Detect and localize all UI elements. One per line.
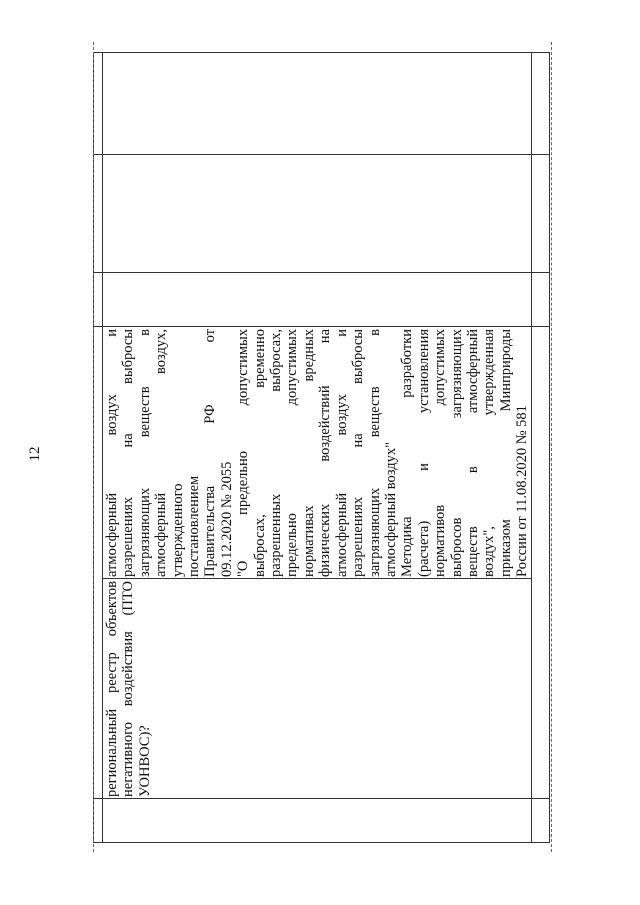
answer-line: выбросов загрязняющих [448,329,465,577]
row-divider-1 [93,154,550,155]
answer-line: атмосферный воздух, [153,329,170,577]
question-line: региональный реестр объектов [104,581,120,797]
answer-line: атмосферный воздух и [104,329,120,577]
answer-line: Правительства РФ от [202,329,219,577]
column-divider-right [531,52,532,843]
answer-line: России от 11.08.2020 № 581 [514,405,531,577]
question-line: УОНВОС)? [136,725,153,797]
answer-cell-text [104,329,531,577]
answer-line: физических воздействий на [317,329,334,577]
scan-guide-right [551,42,552,852]
answer-line: разрешениях на выбросы [350,329,367,577]
answer-line: загрязняющих веществ в [366,329,383,577]
answer-line: воздух", утвержденная [481,329,498,577]
answer-line: утвержденного [169,483,186,577]
answer-line: "О предельно допустимых [235,329,252,577]
row-divider-3 [93,326,550,327]
answer-line: разрешенных выбросах, [268,329,285,577]
question-line: негативного воздействия (ПТО [120,581,137,797]
answer-line: нормативов допустимых [432,329,449,577]
answer-line: Методика разработки [399,329,416,577]
answer-line: разрешениях на выбросы [120,329,137,577]
answer-line: (расчета) и установления [415,329,432,577]
answer-line: 09.12.2020 № 2055 [218,461,235,577]
answer-line: атмосферный воздух и [333,329,350,577]
scan-guide-left [93,42,94,852]
answer-line: выбросах, временно [251,329,268,577]
answer-line: атмосферный воздух" [382,441,399,577]
answer-line: приказом Минприроды [497,329,514,577]
answer-line: загрязняющих веществ в [136,329,153,577]
answer-line: веществ в атмосферный [464,329,481,577]
column-divider-left [102,52,103,843]
cell-divider-question-answer [102,578,531,579]
answer-line: нормативах вредных [300,329,317,577]
page-number: 12 [27,446,43,462]
answer-line: предельно допустимых [284,329,301,577]
row-divider-4 [93,798,550,799]
answer-line: постановлением [186,475,203,577]
row-divider-2 [93,272,550,273]
question-cell-text [104,581,153,797]
